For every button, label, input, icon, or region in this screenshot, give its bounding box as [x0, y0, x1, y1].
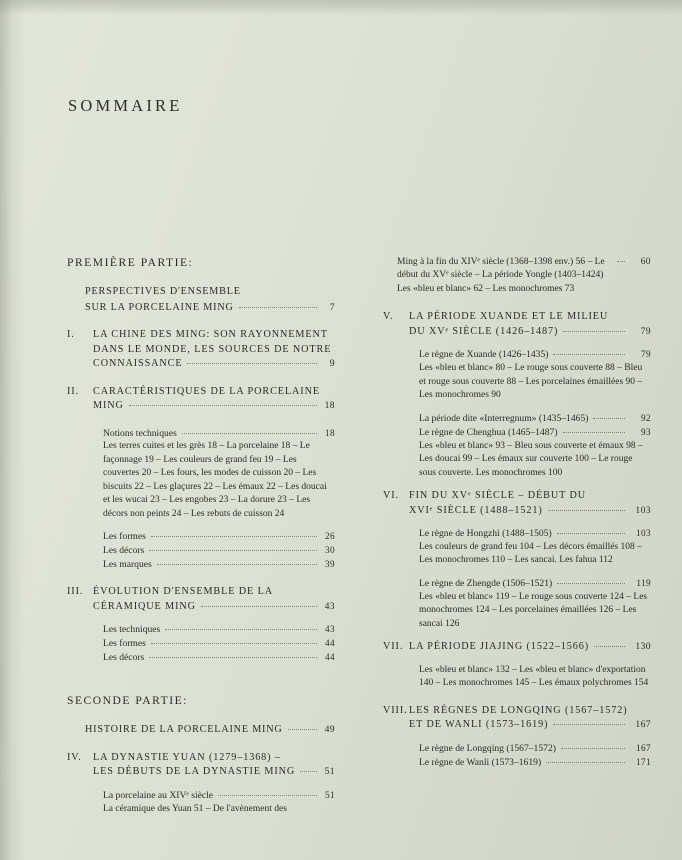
toc-detail-chapter-vii [383, 664, 651, 691]
chapter-vi-number: VI. [383, 490, 399, 502]
dot-leader [553, 353, 625, 355]
sub-label-decors: Les décors [103, 545, 145, 557]
chapter-iii-title-line-2: CÉRAMIQUE MING [93, 600, 196, 612]
sub-page-decors-iii: 44 [325, 651, 335, 662]
sub-label-formes-iii: Les formes [103, 637, 146, 649]
sub-page: 18 [325, 427, 335, 438]
dot-leader [288, 728, 317, 730]
chapter-viii-number: VIII. [383, 704, 408, 716]
dot-leader [548, 509, 625, 511]
sub-page-decors: 30 [325, 545, 335, 556]
dot-leader [557, 582, 625, 584]
chapter-iv-detail-paragraph: La céramique des Yuan 51 – De l'avènement des [103, 803, 287, 814]
sub-page-longqing: 167 [636, 742, 651, 753]
dot-leader [149, 549, 317, 551]
histoire-page: 49 [324, 724, 335, 736]
toc-subentries-chapter-iii[interactable] [67, 623, 335, 665]
chapter-v-page: 79 [640, 325, 651, 337]
sub-label-techniques: Les techniques [103, 624, 161, 636]
sub-label-interregnum: La période dite «Interregnum» (1435–1465) [419, 412, 589, 424]
sub-label-porcelaine-xive: La porcelaine au XIVᵉ siècle [103, 789, 214, 801]
chapter-vi-page: 103 [635, 504, 651, 516]
toc-subentries-chapter-v-b[interactable] [383, 412, 651, 480]
toc-chapter-v[interactable] [383, 310, 651, 339]
chapter-ii-detail-paragraph: Les terres cuites et les grès 18 – La porcelaine 18 – Le façonnage 19 – Les couleurs de grand feu 19 – Les couvertes 20 – Les fours, les modes de cuisson 20 – Les biscuits 22 – Les glaçures 22 – Les émaux 22 – Les doucai et les wucai 23 – Les engobes 23 – La dorure 23 – Les décors non peints 24 – Les rebuts de cuisson 24 [103, 441, 327, 519]
toc-subentries-chapter-ii[interactable] [67, 530, 335, 572]
sub-label-formes: Les formes [103, 531, 146, 543]
dot-leader [239, 306, 317, 308]
continuation-tail: Les «bleu et blanc» 62 – Les monochromes 73 [397, 283, 575, 294]
chapter-ii-page: 18 [324, 400, 335, 412]
chapter-v-title-line-1: LA PÉRIODE XUANDE ET LE MILIEU [409, 311, 609, 323]
dot-leader [300, 770, 317, 772]
chapter-viii-title-line-2: ET DE WANLI (1573–1619) [409, 719, 549, 731]
sub-page-porcelaine-xive: 51 [325, 789, 335, 800]
sub-label-xuande: Le règne de Xuande (1426–1435) [419, 349, 549, 361]
chapter-v-detail-paragraph-2: Les «bleu et blanc» 93 – Bleu sous couverte et émaux 98 – Les doucai 99 – Les émaux sur couverte 100 – Le rouge sous couverte. Les monochromes 100 [419, 440, 643, 478]
dot-leader [187, 362, 317, 364]
sub-page-hongzhi: 103 [636, 528, 651, 539]
chapter-vi-detail-paragraph-2: Les «bleu et blanc» 119 – Le rouge sous couverte 124 – Les monochromes 124 – Les porcelaines émaillées 126 – Les sancai 126 [419, 591, 648, 629]
dot-leader [201, 605, 317, 607]
perspectives-page: 7 [329, 301, 335, 313]
continuation-block [397, 255, 651, 296]
sub-label-longqing: Le règne de Longqing (1567–1572) [419, 742, 556, 754]
sub-page-wanli: 171 [636, 756, 651, 767]
dot-leader [563, 330, 625, 332]
chapter-vi-detail-paragraph-1: Les couleurs de grand feu 104 – Les décors émaillés 108 – Les monochromes 110 – Les sancai. Les fahua 112 [419, 541, 642, 566]
chapter-i-title-line-3: CONNAISSANCE [93, 358, 183, 370]
chapter-i-page: 9 [329, 358, 335, 370]
chapter-i-title-line-1: LA CHINE DES MING: SON RAYONNEMENT [93, 329, 328, 341]
toc-subentries-chapter-iv[interactable] [67, 789, 335, 816]
toc-column-left [67, 255, 335, 816]
toc-chapter-vii[interactable] [383, 640, 651, 654]
sub-label-zhengde: Le règne de Zhengde (1506–1521) [419, 577, 553, 589]
toc-chapter-iii[interactable] [67, 585, 335, 614]
dot-leader [557, 532, 625, 534]
chapter-ii-number: II. [67, 385, 80, 397]
dot-leader [594, 645, 625, 647]
part-heading-second: SECONDE PARTIE: [67, 693, 188, 707]
chapter-iv-title-line-2: LES DÉBUTS DE LA DYNASTIE MING [93, 766, 296, 778]
chapter-iii-number: III. [67, 586, 84, 598]
chapter-iii-page: 43 [324, 600, 335, 612]
chapter-viii-title-line-1: LES RÈGNES DE LONGQING (1567–1572) [409, 704, 628, 716]
continuation-text: Ming à la fin du XIVᵉ siècle (1368–1398 env.) 56 – Le début du XVᵉ siècle – La période Yongle (1403–1424) [397, 257, 605, 281]
toc-entry-histoire[interactable] [67, 722, 335, 737]
dot-leader [151, 642, 317, 644]
toc-chapter-vi[interactable] [383, 489, 651, 518]
dot-leader [182, 432, 317, 434]
sub-label-chenghua: Le règne de Chenghua (1465–1487) [419, 426, 558, 438]
page-title: SOMMAIRE [68, 96, 183, 115]
sub-page-xuande: 79 [641, 349, 651, 360]
toc-subentries-chapter-v-a[interactable] [383, 348, 651, 402]
chapter-v-title-line-2: DU XVᵉ SIÈCLE (1426–1487) [409, 325, 559, 337]
dot-leader [218, 794, 317, 796]
sub-page-formes: 26 [325, 531, 335, 542]
sub-page-interregnum: 92 [641, 412, 651, 423]
toc-chapter-viii[interactable] [383, 704, 651, 733]
sub-label: Notions techniques [103, 427, 177, 439]
dot-leader [157, 563, 317, 565]
sub-page-zhengde: 119 [636, 577, 651, 588]
chapter-iv-title-line-1: LA DYNASTIE YUAN (1279–1368) – [93, 751, 281, 763]
dot-leader [593, 417, 625, 419]
toc-subentries-chapter-viii[interactable] [383, 742, 651, 770]
dot-leader [129, 404, 317, 406]
chapter-v-number: V. [383, 311, 394, 323]
dot-leader [546, 761, 625, 763]
chapter-i-number: I. [67, 329, 75, 341]
sub-page-marques: 39 [325, 559, 335, 570]
part-heading-first: PREMIÈRE PARTIE: [67, 256, 194, 269]
chapter-i-title-line-2: DANS LE MONDE, LES SOURCES DE NOTRE [93, 343, 332, 355]
perspectives-line-2: SUR LA PORCELAINE MING [85, 301, 234, 313]
chapter-iv-number: IV. [67, 751, 82, 763]
chapter-viii-page: 167 [635, 719, 651, 731]
chapter-vii-page: 130 [635, 641, 651, 653]
sub-label-wanli: Le règne de Wanli (1573–1619) [419, 756, 542, 768]
chapter-ii-title-line-2: MING [93, 400, 124, 412]
perspectives-line-1: PERSPECTIVES D'ENSEMBLE [85, 286, 241, 298]
dot-leader [617, 260, 625, 262]
sub-page-formes-iii: 44 [325, 637, 335, 648]
sub-label-marques: Les marques [103, 559, 152, 571]
dot-leader [149, 656, 317, 658]
toc-subentries-chapter-vi-b[interactable] [383, 577, 651, 631]
dot-leader [563, 431, 625, 433]
chapter-ii-title-line-1: CARACTÉRISTIQUES DE LA PORCELAINE [93, 385, 320, 397]
sub-page-chenghua: 93 [641, 426, 651, 437]
toc-chapter-iv[interactable] [67, 751, 335, 780]
toc-subentries-chapter-vi-a[interactable] [383, 527, 651, 568]
toc-entry-perspectives[interactable] [67, 284, 335, 315]
toc-column-right [383, 255, 651, 782]
dot-leader [151, 535, 317, 537]
continuation-page: 60 [640, 256, 651, 267]
toc-chapter-ii[interactable] [67, 385, 335, 414]
chapter-v-detail-paragraph-1: Les «bleu et blanc» 80 – Le rouge sous couverte 88 – Bleu et rouge sous couverte 88 – Les porcelaines émaillées 90 – Les monochromes 90 [419, 363, 643, 401]
histoire-label: HISTOIRE DE LA PORCELAINE MING [85, 724, 283, 736]
toc-subentry-notions-techniques[interactable] [67, 427, 335, 522]
sub-label-decors-iii: Les décors [103, 651, 145, 663]
toc-chapter-i[interactable] [67, 328, 335, 371]
chapter-vii-number: VII. [383, 641, 404, 653]
dot-leader [561, 747, 625, 749]
chapter-vii-detail-paragraph: Les «bleu et blanc» 132 – Les «bleu et blanc» d'exportation 140 – Les monochromes 145 – Les émaux polychromes 154 [419, 664, 649, 689]
chapter-vii-title: LA PÉRIODE JIAJING (1522–1566) [409, 641, 590, 653]
dot-leader [553, 723, 625, 725]
chapter-iv-page: 51 [324, 766, 335, 778]
sub-label-hongzhi: Le règne de Hongzhi (1488–1505) [419, 528, 552, 540]
chapter-vi-title-line-2: XVIᵉ SIÈCLE (1488–1521) [409, 504, 543, 516]
chapter-vi-title-line-1: FIN DU XVᵉ SIÈCLE – DÉBUT DU [409, 490, 587, 502]
chapter-iii-title-line-1: ÉVOLUTION D'ENSEMBLE DE LA [93, 586, 274, 598]
sub-page-techniques: 43 [325, 624, 335, 635]
dot-leader [165, 628, 317, 630]
